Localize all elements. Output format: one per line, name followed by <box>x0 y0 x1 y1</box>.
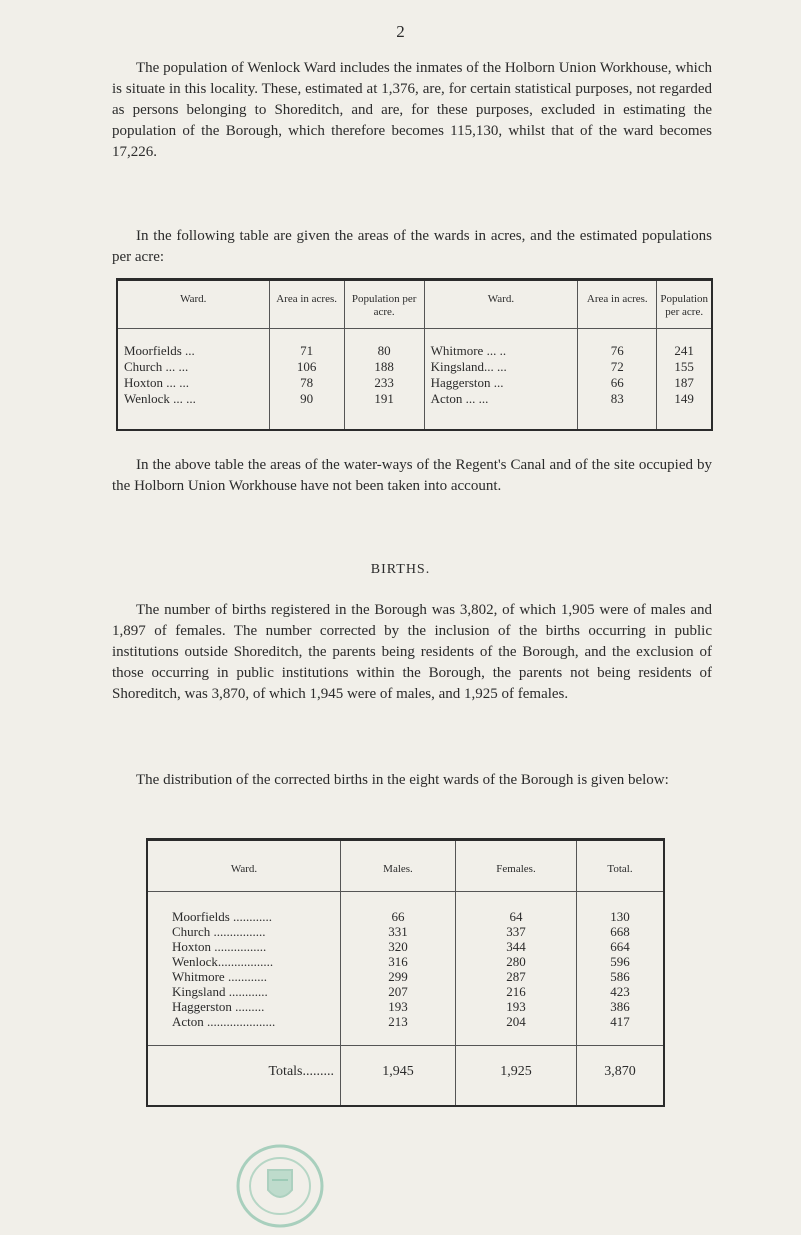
ward-cell: Whitmore ............ <box>172 969 267 984</box>
col-header-ward: Ward. <box>117 280 269 329</box>
library-stamp-icon <box>232 1140 332 1230</box>
table-row <box>147 939 664 954</box>
ward-cell: Haggerston ......... <box>172 999 265 1014</box>
paragraph-table-intro <box>112 226 712 268</box>
paragraph-table-intro-text: In the following table are given the areas of the wards in acres, and the estimated populations per acre: <box>112 228 712 265</box>
area-cell: 71 <box>269 329 344 360</box>
males-cell: 331 <box>341 924 456 939</box>
females-cell: 344 <box>456 939 577 954</box>
density-cell: 149 <box>657 391 712 430</box>
area-cell: 90 <box>269 391 344 430</box>
births-heading: BIRTHS. <box>370 562 431 577</box>
table-row <box>147 984 664 999</box>
area-cell: 72 <box>578 359 657 375</box>
totals-total: 3,870 <box>577 1046 665 1107</box>
females-cell: 64 <box>456 892 577 925</box>
density-cell: 191 <box>344 391 424 430</box>
ward-cell: Acton ... ... <box>424 391 578 430</box>
paragraph-distribution-text: The distribution of the corrected births in the eight wards of the Borough is given below: <box>136 772 669 788</box>
total-cell: 417 <box>577 1014 665 1046</box>
ward-cell: Moorfields ............ <box>172 909 273 924</box>
area-cell: 106 <box>269 359 344 375</box>
totals-label: Totals......... <box>147 1046 341 1107</box>
ward-cell: Acton ..................... <box>172 1014 276 1029</box>
density-cell: 155 <box>657 359 712 375</box>
col-header-pop-per-acre: Population per acre. <box>344 280 424 329</box>
area-cell: 83 <box>578 391 657 430</box>
females-cell: 337 <box>456 924 577 939</box>
table-row <box>117 359 712 375</box>
col-header-ward-2: Ward. <box>424 280 578 329</box>
totals-row <box>147 1046 664 1107</box>
ward-cell: Wenlock ... ... <box>124 391 196 406</box>
density-cell: 233 <box>344 375 424 391</box>
males-cell: 316 <box>341 954 456 969</box>
paragraph-population <box>112 58 712 163</box>
ward-cell: Hoxton ................ <box>172 939 267 954</box>
table-row <box>117 329 712 360</box>
table-row <box>117 375 712 391</box>
births-by-ward-table <box>146 838 665 1107</box>
col-header-pop-per-acre-2: Population per acre. <box>657 280 712 329</box>
females-cell: 287 <box>456 969 577 984</box>
total-cell: 668 <box>577 924 665 939</box>
page-number: 2 <box>396 22 405 41</box>
total-cell: 386 <box>577 999 665 1014</box>
ward-cell: Hoxton ... ... <box>124 375 189 390</box>
males-cell: 207 <box>341 984 456 999</box>
females-cell: 204 <box>456 1014 577 1046</box>
totals-females: 1,925 <box>456 1046 577 1107</box>
ward-cell: Kingsland... ... <box>424 359 578 375</box>
col-header-total: Total. <box>577 840 665 892</box>
males-cell: 66 <box>341 892 456 925</box>
total-cell: 664 <box>577 939 665 954</box>
ward-cell: Whitmore ... .. <box>424 329 578 360</box>
ward-cell: Wenlock................. <box>172 954 274 969</box>
table-row <box>117 391 712 430</box>
ward-cell: Church ................ <box>172 924 266 939</box>
paragraph-table-note <box>112 455 712 497</box>
paragraph-births <box>112 600 712 705</box>
table-row <box>147 999 664 1014</box>
col-header-area-2: Area in acres. <box>578 280 657 329</box>
table-header-row <box>147 840 664 892</box>
table-row <box>147 969 664 984</box>
ward-cell: Kingsland ............ <box>172 984 268 999</box>
table-row <box>147 924 664 939</box>
density-cell: 187 <box>657 375 712 391</box>
paragraph-births-text: The number of births registered in the Borough was 3,802, of which 1,905 were of males and 1,897 of females. The number corrected by the inclusion of the births occurring in public institutions outside Shoreditch, the parents being residents of the Borough, and the exclusion of those occurring in public institutions within the Borough, the parents not being residents of Shoreditch, was 3,870, of which 1,945 were of males, and 1,925 of females. <box>112 602 712 702</box>
paragraph-table-note-text: In the above table the areas of the water-ways of the Regent's Canal and of the site occupied by the Holborn Union Workhouse have not been taken into account. <box>112 457 712 494</box>
females-cell: 280 <box>456 954 577 969</box>
females-cell: 216 <box>456 984 577 999</box>
table-row <box>147 954 664 969</box>
density-cell: 241 <box>657 329 712 360</box>
ward-cell: Church ... ... <box>124 359 189 374</box>
ward-cell: Haggerston ... <box>424 375 578 391</box>
paragraph-population-text: The population of Wenlock Ward includes the inmates of the Holborn Union Workhouse, which is situate in this locality. These, estimated at 1,376, are, for certain statistical purposes, not regarded as persons belonging to Shoreditch, and are, for these purposes, excluded in estimating the population of the Borough, which therefore becomes 115,130, whilst that of the ward becomes 17,226. <box>112 60 712 160</box>
ward-cell: Moorfields ... <box>124 343 195 358</box>
area-cell: 66 <box>578 375 657 391</box>
table-row <box>147 1014 664 1046</box>
males-cell: 213 <box>341 1014 456 1046</box>
area-cell: 78 <box>269 375 344 391</box>
area-population-table <box>116 278 713 431</box>
total-cell: 586 <box>577 969 665 984</box>
table-header-row <box>117 280 712 329</box>
density-cell: 188 <box>344 359 424 375</box>
area-cell: 76 <box>578 329 657 360</box>
paragraph-distribution <box>112 770 712 791</box>
col-header-males: Males. <box>341 840 456 892</box>
total-cell: 596 <box>577 954 665 969</box>
males-cell: 320 <box>341 939 456 954</box>
col-header-females: Females. <box>456 840 577 892</box>
total-cell: 423 <box>577 984 665 999</box>
totals-males: 1,945 <box>341 1046 456 1107</box>
table-row <box>147 892 664 925</box>
males-cell: 193 <box>341 999 456 1014</box>
males-cell: 299 <box>341 969 456 984</box>
total-cell: 130 <box>577 892 665 925</box>
females-cell: 193 <box>456 999 577 1014</box>
density-cell: 80 <box>344 329 424 360</box>
col-header-area: Area in acres. <box>269 280 344 329</box>
col-header-ward: Ward. <box>147 840 341 892</box>
